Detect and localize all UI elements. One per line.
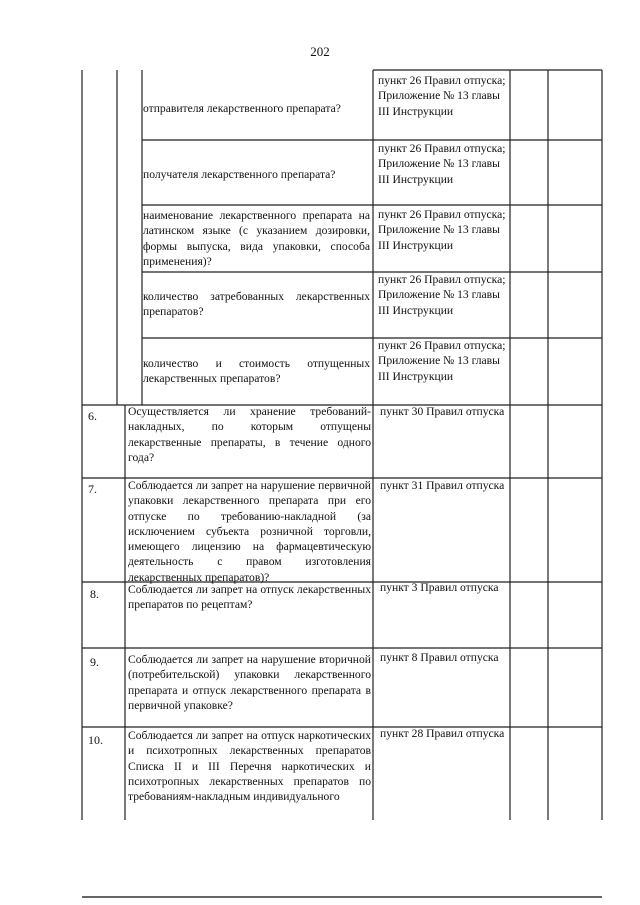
- row-number-10: 10.: [88, 733, 103, 747]
- sub-row-reference-1: пункт 26 Правил отпуска; Приложение № 13 главы III Инструкции: [378, 74, 506, 118]
- row-reference-8: пункт 3 Правил отпуска: [380, 581, 499, 594]
- sub-row-question-3: наименование лекарственного препарата на латинском языке (с указанием дозировки, формы выпуска, вида упаковки, способа применения)?: [143, 209, 370, 268]
- row-number-8: 8.: [90, 587, 99, 601]
- row-question-7: Соблюдается ли запрет на нарушение первичной упаковки лекарственного препарата при его отпуске по требованию-накладной (за исключением субъекта розничной торговли, имеющего лицензию на фармацевтическую деятельность с правом изготовления лекарственных препаратов)?: [128, 479, 371, 584]
- row-reference-6: пункт 30 Правил отпуска: [380, 405, 505, 418]
- row-question-10: Соблюдается ли запрет на отпуск наркотических и психотропных лекарственных препаратов Списка II и III Перечня наркотических и психотропных лекарственных препаратов по требованиям-накладным индивидуального: [128, 729, 371, 804]
- sub-row-reference-2: пункт 26 Правил отпуска; Приложение № 13 главы III Инструкции: [378, 142, 506, 186]
- sub-row-reference-4: пункт 26 Правил отпуска; Приложение № 13 главы III Инструкции: [378, 273, 506, 317]
- sub-row-reference-5: пункт 26 Правил отпуска; Приложение № 13 главы III Инструкции: [378, 339, 506, 383]
- row-number-9: 9.: [90, 655, 99, 669]
- row-number-6: 6.: [88, 409, 97, 423]
- sub-row-question-1: отправителя лекарственного препарата?: [143, 102, 341, 115]
- row-question-9: Соблюдается ли запрет на нарушение вторичной (потребительской) упаковки лекарственного препарата и отпуск лекарственного препарата в первичной упаковке?: [128, 653, 371, 712]
- row-question-6: Осуществляется ли хранение требований-накладных, по которым отпущены лекарственные препараты, в течение одного года?: [128, 405, 371, 464]
- row-reference-9: пункт 8 Правил отпуска: [380, 651, 499, 664]
- sub-row-question-2: получателя лекарственного препарата?: [143, 168, 336, 181]
- page-number: 202: [310, 44, 330, 59]
- sub-row-question-4: количество затребованных лекарственных препаратов?: [143, 290, 370, 319]
- row-question-8: Соблюдается ли запрет на отпуск лекарственных препаратов по рецептам?: [128, 583, 371, 612]
- row-reference-10: пункт 28 Правил отпуска: [380, 727, 505, 740]
- row-number-7: 7.: [88, 482, 97, 496]
- sub-row-question-5: количество и стоимость отпущенных лекарственных препаратов?: [143, 357, 370, 386]
- sub-row-reference-3: пункт 26 Правил отпуска; Приложение № 13 главы III Инструкции: [378, 208, 506, 252]
- row-reference-7: пункт 31 Правил отпуска: [380, 479, 505, 492]
